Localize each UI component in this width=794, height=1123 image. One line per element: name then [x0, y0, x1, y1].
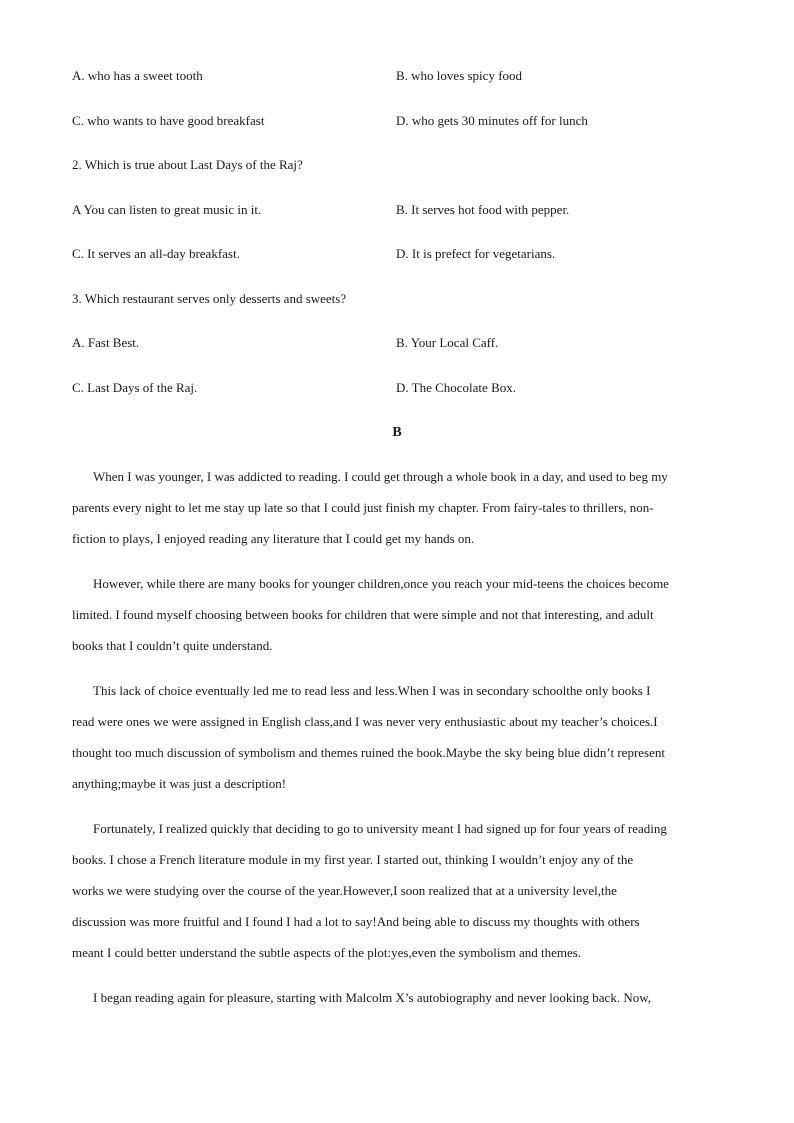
- q1-option-d: D. who gets 30 minutes off for lunch: [396, 113, 588, 128]
- q1-option-b: B. who loves spicy food: [396, 68, 523, 83]
- paragraph-line: anything;maybe it was just a description!: [72, 776, 287, 791]
- q2-option-c: C. It serves an all-day breakfast.: [72, 246, 240, 261]
- paragraph-1: [72, 469, 722, 562]
- paragraph-line: However, while there are many books for younger children,once you reach your mid-teens the choices become: [93, 576, 669, 591]
- q2-option-d: D. It is prefect for vegetarians.: [396, 246, 556, 261]
- paragraph-line: books that I couldn’t quite understand.: [72, 638, 273, 653]
- paragraph-line: limited. I found myself choosing between books for children that were simple and not that interesting, and adult: [72, 607, 654, 622]
- q1-option-a: A. who has a sweet tooth: [72, 68, 203, 83]
- q3-option-d: D. The Chocolate Box.: [396, 380, 516, 395]
- paragraph-line: works we were studying over the course of the year.However,I soon realized that at a university level,the: [72, 883, 617, 898]
- paragraph-line: Fortunately, I realized quickly that deciding to go to university meant I had signed up for four years of reading: [93, 821, 667, 836]
- paragraph-3: [72, 683, 722, 807]
- paragraph-2: [72, 576, 722, 669]
- paragraph-5: [72, 990, 722, 1021]
- paragraph-line: meant I could better understand the subtle aspects of the plot:yes,even the symbolism and themes.: [72, 945, 582, 960]
- paragraph-line: thought too much discussion of symbolism and themes ruined the book.Maybe the sky being blue didn’t represent: [72, 745, 665, 760]
- section-heading: B: [392, 425, 402, 440]
- q3-option-a: A. Fast Best.: [72, 335, 140, 350]
- q2-option-a: A You can listen to great music in it.: [72, 202, 262, 217]
- paragraph-line: This lack of choice eventually led me to read less and less.When I was in secondary schoolthe only books I: [93, 683, 651, 698]
- paragraph-line: parents every night to let me stay up late so that I could just finish my chapter. From fairy-tales to thrillers, non-: [72, 500, 654, 515]
- paragraph-line: discussion was more fruitful and I found I had a lot to say!And being able to discuss my thoughts with others: [72, 914, 640, 929]
- paragraph-line: books. I chose a French literature module in my first year. I started out, thinking I wouldn’t enjoy any of the: [72, 852, 634, 867]
- paragraph-line: fiction to plays, I enjoyed reading any literature that I could get my hands on.: [72, 531, 475, 546]
- paragraph-line: I began reading again for pleasure, starting with Malcolm X’s autobiography and never looking back. Now,: [93, 990, 651, 1005]
- paragraph-line: read were ones we were assigned in English class,and I was never very enthusiastic about my teacher’s choices.I: [72, 714, 658, 729]
- paragraph-4: [72, 821, 722, 976]
- q3-option-c: C. Last Days of the Raj.: [72, 380, 198, 395]
- q3-option-b: B. Your Local Caff.: [396, 335, 499, 350]
- q1-option-c: C. who wants to have good breakfast: [72, 113, 265, 128]
- q2-option-b: B. It serves hot food with pepper.: [396, 202, 570, 217]
- q3-stem: 3. Which restaurant serves only desserts and sweets?: [72, 291, 347, 306]
- q2-stem: 2. Which is true about Last Days of the Raj?: [72, 157, 303, 172]
- paragraph-line: When I was younger, I was addicted to reading. I could get through a whole book in a day, and used to beg my: [93, 469, 668, 484]
